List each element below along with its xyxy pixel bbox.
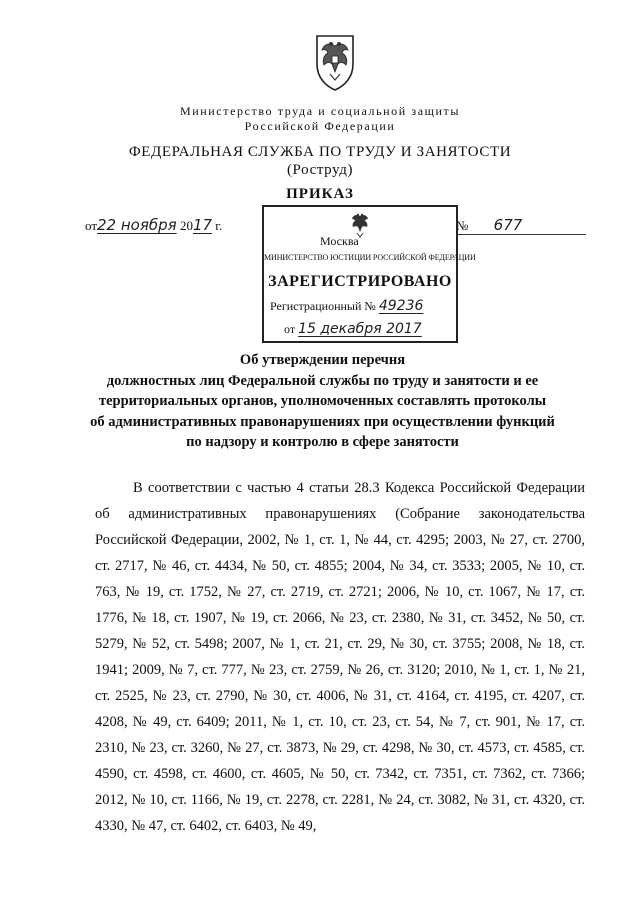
stamp-registration-number-line (270, 298, 423, 314)
heading-line-4: об административных правонарушениях при осуществлении функций (90, 413, 555, 430)
heading-line-5: по надзору и контролю в сфере занятости (186, 434, 459, 450)
stamp-date-line (284, 321, 422, 337)
heading-line-3: территориальных органов, уполномоченных составлять протоколы (98, 393, 547, 409)
ministry-line-2: Российской Федерации (244, 119, 396, 133)
stamp-reg-label: Регистрационный № (270, 299, 376, 313)
registration-stamp (262, 205, 476, 343)
heading-line-2: должностных лиц Федеральной службы по труду и занятости и ее (106, 372, 539, 389)
year-suffix: г. (215, 218, 223, 233)
order-body (95, 475, 585, 839)
ministry-name (0, 104, 640, 134)
stamp-date-prefix: от (284, 322, 296, 336)
date-handwritten: 22 ноября (97, 216, 177, 234)
heading-line-1: Об утверждении перечня (239, 352, 406, 368)
stamp-date-handwritten: 15 декабря 2017 (298, 321, 422, 337)
agency-name (0, 143, 640, 179)
stamp-ministry: МИНИСТЕРСТВО ЮСТИЦИИ РОССИЙСКОЙ ФЕДЕРАЦИИ (264, 253, 476, 262)
year-prefix: 20 (179, 218, 193, 233)
order-heading (60, 350, 585, 453)
order-title: ПРИКАЗ (286, 186, 354, 202)
agency-line-1: ФЕДЕРАЛЬНАЯ СЛУЖБА ПО ТРУДУ И ЗАНЯТОСТИ (128, 144, 512, 160)
order-number-line (456, 216, 586, 235)
date-prefix: от (85, 218, 98, 233)
coat-of-arms-icon (310, 32, 360, 92)
body-paragraph: В соответствии с частью 4 статьи 28.3 Кодекса Российской Федерации об административных правонарушениях (Собрание законодательства Российской Федерации, 2002, № 1, ст. 1, № 44, ст. 4295; 2003, № 27, ст. 2700, ст. 2717, № 46, ст. 4434, № 50, ст. 4855; 2004, № 34, ст. 3533; 2005, № 10, ст. 763, № 19, ст. 1752, № 27, ст. 2719, ст. 2721; 2006, № 10, ст. 1067, № 17, ст. 1776, № 18, ст. 1907, № 19, ст. 2066, № 23, ст. 2380, № 31, ст. 3452, № 50, ст. 5279, № 52, ст. 5498; 2007, № 1, ст. 21, ст. 29, № 30, ст. 3755; 2008, № 18, ст. 1941; 2009, № 7, ст. 777, № 23, ст. 2759, № 26, ст. 3120; 2010, № 1, ст. 1, № 21, ст. 2525, № 23, ст. 2790, № 30, ст. 4006, № 31, ст. 4164, ст. 4195, ст. 4207, ст. 4208, № 49, ст. 6409; 2011, № 1, ст. 10, ст. 23, ст. 54, № 7, ст. 901, № 17, ст. 2310, № 23, ст. 3260, № 27, ст. 3873, № 29, ст. 4298, № 30, ст. 4573, ст. 4585, ст. 4590, ст. 4598, ст. 4600, ст. 4605, № 50, ст. 7342, ст. 7351, ст. 7362, ст. 7366; 2012, № 10, ст. 1166, № 19, ст. 2278, ст. 2281, № 24, ст. 3082, № 31, ст. 4320, ст. 4330, № 47, ст. 6402, ст. 6403, № 49, (95, 480, 585, 834)
stamp-city: Москва (320, 234, 359, 248)
number-handwritten: 677 (493, 216, 523, 234)
stamp-registered-label: ЗАРЕГИСТРИРОВАНО (268, 273, 452, 290)
ministry-line-1: Министерство труда и социальной защиты (179, 104, 461, 118)
order-date-line (85, 216, 222, 234)
agency-line-2: (Роструд) (286, 162, 354, 178)
stamp-reg-number: 49236 (378, 298, 424, 314)
number-prefix: № (456, 218, 469, 233)
year-handwritten: 17 (192, 216, 213, 234)
